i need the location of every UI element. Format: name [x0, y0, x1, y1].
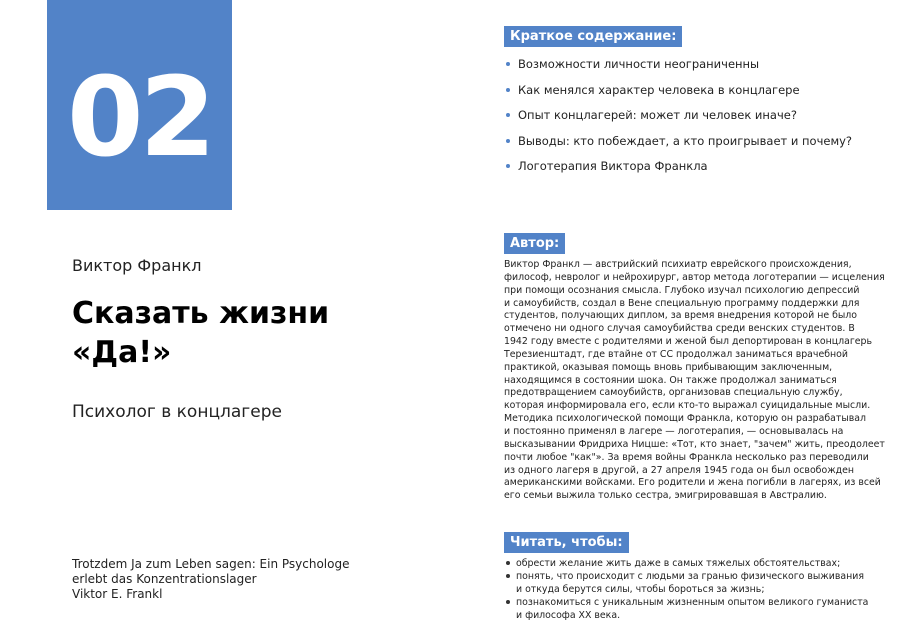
book-title-line: Сказать жизни [72, 296, 330, 331]
bullet-icon [506, 88, 510, 92]
list-item-text: обрести желание жить даже в самых тяжелых обстоятельствах; [516, 558, 841, 569]
original-title-line: erlebt das Konzentrationslager [72, 572, 257, 586]
author-bio-line: находящимся в состоянии шока. Он также продолжал заниматься [504, 374, 837, 386]
book-subtitle: Психолог в концлагере [72, 402, 282, 422]
author-bio-line: почти любое "как"». За время войны Франкла несколько раз переводили [504, 451, 869, 463]
original-author: Viktor E. Frankl [72, 587, 163, 601]
author-bio-line: и постоянно применял в лагере — логотерапия, — основывалась на [504, 425, 844, 437]
list-item-text: Как менялся характер человека в концлагере [518, 82, 800, 97]
author-bio-line: предотвращением самоубийств, организовав специальную службу, [504, 387, 843, 399]
author-bio-line: Методика психологической помощи Франкла, которую он разрабатывал [504, 413, 867, 425]
bullet-icon [506, 62, 510, 66]
list-item [504, 83, 852, 109]
summary-list [504, 57, 852, 185]
list-item-text: познакомиться с уникальным жизненным опытом великого гуманиста [516, 597, 869, 608]
list-item [504, 134, 852, 160]
bullet-icon [506, 600, 510, 604]
list-item-text: Выводы: кто побеждает, а кто проигрывает и почему? [518, 133, 853, 148]
list-item [504, 108, 852, 134]
list-item [504, 570, 868, 596]
list-item [504, 596, 868, 622]
author-bio-line: студентов, получающих диплом, за время внедрения которой не было [504, 310, 857, 322]
author-bio-line: Терезиенштадт, где втайне от СС продолжал заниматься врачебной [504, 348, 848, 360]
author-bio-line: его семьи выжила только сестра, эмигрировавшая в Австралию. [504, 490, 827, 502]
author-bio-line: которая информировала его, если кто-то выражал суицидальные мысли. [504, 400, 871, 412]
list-item-text: Опыт концлагерей: может ли человек иначе? [518, 108, 797, 122]
list-item-text: понять, что происходит с людьми за гранью физического выживания [516, 571, 864, 582]
bullet-icon [506, 574, 510, 578]
book-title-line: «Да!» [72, 335, 172, 370]
list-item-text: и откуда берутся силы, чтобы бороться за жизнь; [516, 584, 765, 595]
summary-label: Краткое содержание: [504, 26, 682, 47]
author-bio-line: практикой, оказывая помощь вновь прибывающим заключенным, [504, 361, 833, 373]
book-author: Виктор Франкл [72, 256, 202, 275]
author-bio-line: 1942 году вместе с родителями и женой был депортирован в концлагерь [504, 336, 873, 348]
list-item [504, 159, 852, 185]
chapter-number-block [47, 0, 232, 210]
author-bio-line: и самоубийств, создал в Вене специальную программу поддержки для [504, 297, 860, 309]
author-bio-line: философ, невролог и нейрохирург, автор метода логотерапии — исцеления [504, 271, 885, 283]
author-bio-line: из одного лагеря в другой, а 27 апреля 1945 года он был освобожден [504, 464, 855, 476]
book-title [72, 294, 372, 372]
bullet-icon [506, 561, 510, 565]
author-bio-line: Виктор Франкл — австрийский психиатр еврейского происхождения, [504, 259, 852, 270]
bullet-icon [506, 113, 510, 117]
author-bio [504, 259, 885, 503]
author-label: Автор: [504, 233, 565, 254]
original-title [72, 557, 349, 602]
bullet-icon [506, 164, 510, 168]
author-bio-line: высказывании Фридриха Ницше: «Тот, кто знает, "зачем" жить, преодолеет [504, 438, 885, 450]
original-title-line: Trotzdem Ja zum Leben sagen: Ein Psychologe [72, 557, 350, 571]
read-to-label: Читать, чтобы: [504, 532, 629, 553]
read-to-list [504, 557, 868, 622]
author-bio-line: при помощи осознания смысла. Глубоко изучал психологию депрессий [504, 284, 860, 296]
chapter-number: 02 [66, 53, 213, 181]
author-bio-line: американскими войсками. Его родители и жена погибли в лагерях, из всей [504, 477, 881, 489]
bullet-icon [506, 139, 510, 143]
list-item [504, 57, 852, 83]
list-item [504, 557, 868, 570]
author-bio-line: отмечено ни одного случая самоубийства среди венских студентов. В [504, 323, 855, 335]
list-item-text: Возможности личности неограниченны [518, 57, 760, 71]
list-item-text: и философа XX века. [516, 610, 621, 621]
list-item-text: Логотерапия Виктора Франкла [518, 159, 708, 173]
